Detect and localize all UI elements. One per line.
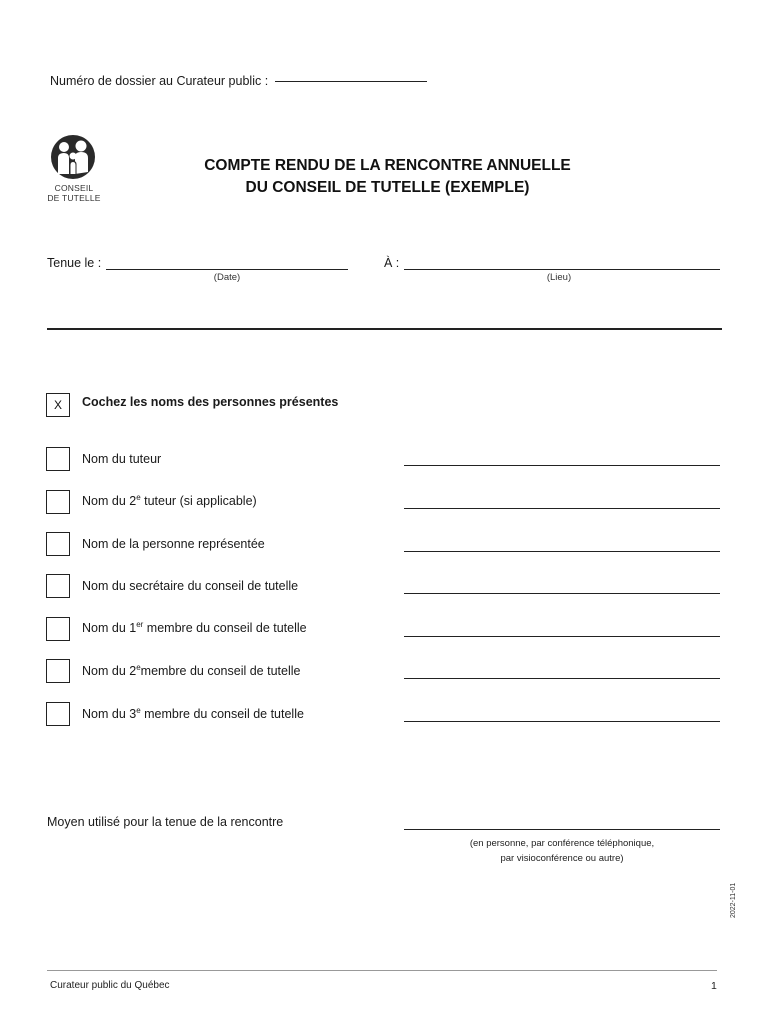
label-member-2-sup: e bbox=[136, 662, 141, 672]
logo-caption bbox=[44, 183, 104, 203]
checklist-heading: Cochez les noms des personnes présentes bbox=[82, 395, 339, 409]
dossier-number-line bbox=[50, 74, 427, 88]
field-tutor[interactable] bbox=[404, 465, 720, 466]
logo-line-1: CONSEIL bbox=[54, 183, 94, 193]
checkbox-tutor[interactable] bbox=[46, 447, 70, 471]
checkbox-represented-person[interactable] bbox=[46, 532, 70, 556]
footer-organization: Curateur public du Québec bbox=[50, 980, 170, 991]
label-member-2-pre: Nom du 2 bbox=[82, 664, 137, 678]
meeting-method-caption-2: par visioconférence ou autre) bbox=[500, 853, 624, 864]
field-member-2[interactable] bbox=[404, 678, 720, 679]
label-secretary bbox=[82, 579, 298, 593]
label-member-3-sup: e bbox=[136, 705, 141, 715]
label-member-1-sup: er bbox=[136, 619, 144, 629]
logo-line-2: DE TUTELLE bbox=[47, 193, 101, 203]
section-divider bbox=[47, 328, 722, 330]
label-member-3-post: membre du conseil de tutelle bbox=[140, 707, 304, 721]
label-member-3 bbox=[82, 707, 304, 721]
page-number: 1 bbox=[711, 980, 717, 992]
footer-divider bbox=[47, 970, 717, 971]
label-second-tutor-pre: Nom du 2 bbox=[82, 494, 137, 508]
label-member-2-post: membre du conseil de tutelle bbox=[140, 664, 301, 678]
held-on-label: Tenue le : bbox=[47, 256, 102, 270]
checkbox-member-1[interactable] bbox=[46, 617, 70, 641]
label-tutor bbox=[82, 452, 161, 466]
document-title bbox=[150, 155, 625, 199]
conseil-tutelle-logo bbox=[47, 134, 102, 203]
example-checkbox: X bbox=[46, 393, 70, 417]
label-member-1-pre: Nom du 1 bbox=[82, 621, 137, 635]
label-represented-person-text: Nom de la personne représentée bbox=[82, 537, 265, 551]
form-version-date: 2022-11-01 bbox=[730, 882, 737, 918]
meeting-method-field[interactable] bbox=[404, 829, 720, 830]
checkbox-member-2[interactable] bbox=[46, 659, 70, 683]
family-icon bbox=[50, 134, 96, 180]
label-member-1 bbox=[82, 621, 307, 635]
checkbox-secretary[interactable] bbox=[46, 574, 70, 598]
label-secretary-text: Nom du secrétaire du conseil de tutelle bbox=[82, 579, 299, 593]
label-tutor-text: Nom du tuteur bbox=[82, 452, 162, 466]
label-second-tutor bbox=[82, 494, 257, 508]
field-member-3[interactable] bbox=[404, 721, 720, 722]
field-represented-person[interactable] bbox=[404, 551, 720, 552]
date-caption: (Date) bbox=[213, 272, 241, 283]
dossier-label: Numéro de dossier au Curateur public : bbox=[50, 74, 269, 88]
place-field[interactable] bbox=[404, 269, 720, 270]
meeting-method-caption-1: (en personne, par conférence téléphonique, bbox=[469, 838, 655, 849]
date-field[interactable] bbox=[106, 269, 348, 270]
field-second-tutor[interactable] bbox=[404, 508, 720, 509]
title-line-2: DU CONSEIL DE TUTELLE (EXEMPLE) bbox=[245, 179, 530, 196]
place-label: À : bbox=[384, 256, 400, 270]
label-member-1-post: membre du conseil de tutelle bbox=[143, 621, 307, 635]
field-secretary[interactable] bbox=[404, 593, 720, 594]
label-member-3-pre: Nom du 3 bbox=[82, 707, 137, 721]
meeting-method-label: Moyen utilisé pour la tenue de la rencontre bbox=[47, 815, 284, 829]
label-member-2 bbox=[82, 664, 300, 678]
label-second-tutor-sup: e bbox=[136, 492, 141, 502]
label-second-tutor-post: tuteur (si applicable) bbox=[140, 494, 257, 508]
checkbox-second-tutor[interactable] bbox=[46, 490, 70, 514]
title-line-1: COMPTE RENDU DE LA RENCONTRE ANNUELLE bbox=[204, 157, 571, 174]
checkbox-member-3[interactable] bbox=[46, 702, 70, 726]
dossier-number-field[interactable] bbox=[275, 81, 427, 82]
meeting-method-caption bbox=[404, 836, 720, 866]
place-caption: (Lieu) bbox=[546, 272, 572, 283]
label-represented-person bbox=[82, 537, 265, 551]
field-member-1[interactable] bbox=[404, 636, 720, 637]
